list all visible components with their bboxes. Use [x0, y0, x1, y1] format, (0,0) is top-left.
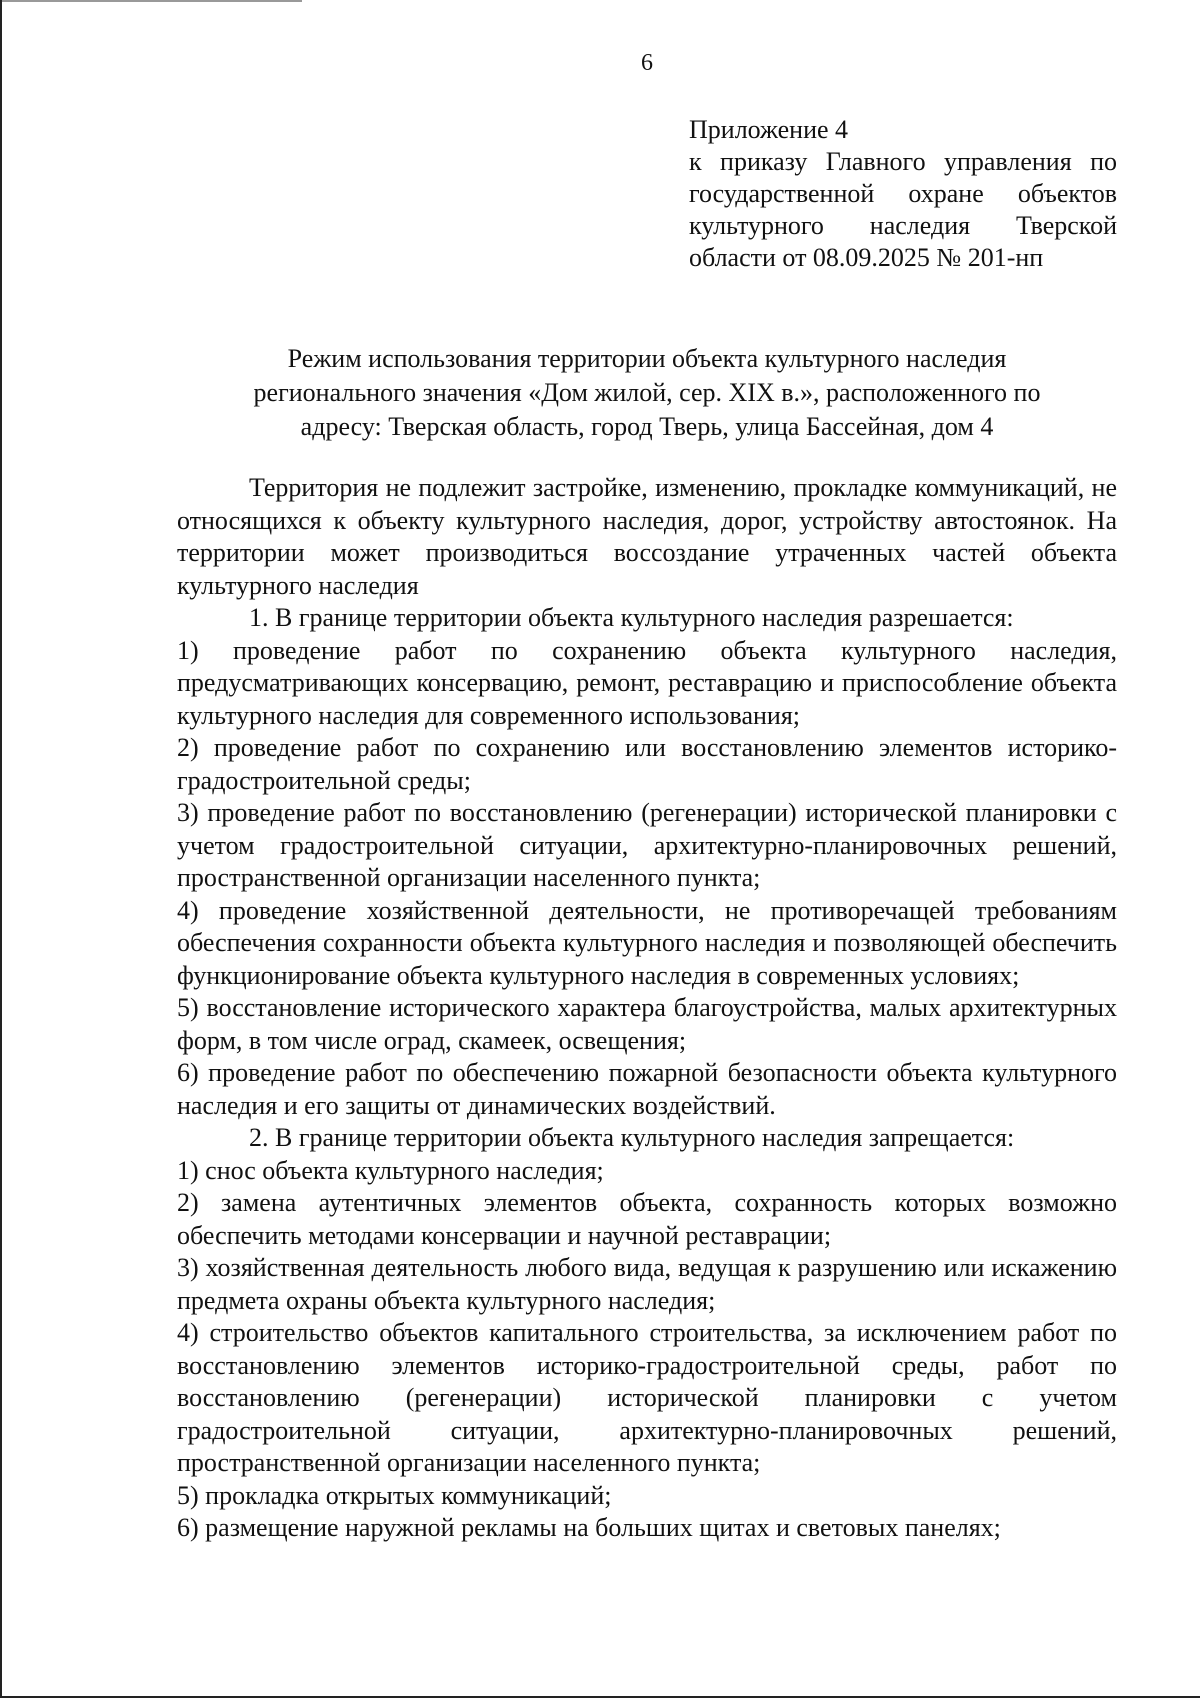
- allowed-item: 2) проведение работ по сохранению или восстановлению элементов историко-градостроительной среды;: [177, 733, 1117, 795]
- prohibited-item: 6) размещение наружной рекламы на больших щитах и световых панелях;: [177, 1513, 1001, 1542]
- document-body: [177, 472, 1117, 1545]
- title-line: регионального значения «Дом жилой, сер. XIX в.», расположенного по: [253, 378, 1041, 407]
- appendix-header: [689, 114, 1117, 274]
- allowed-item: 3) проведение работ по восстановлению (регенерации) исторической планировки с учетом градостроительной ситуации, архитектурно-планировочных решений, пространственной организации населенного пункта;: [177, 798, 1117, 892]
- prohibited-item: 2) замена аутентичных элементов объекта, сохранность которых возможно обеспечить методами консервации и научной реставрации;: [177, 1188, 1117, 1250]
- document-title: [177, 342, 1117, 444]
- prohibited-item: 4) строительство объектов капитального строительства, за исключением работ по восстановлению элементов историко-градостроительной среды, работ по восстановлению (регенерации) исторической планировки с учетом градостроительной ситуации, архитектурно-планировочных решений, пространственной организации населенного пункта;: [177, 1318, 1117, 1477]
- appendix-reference: к приказу Главного управления по государственной охране объектов культурного наследия Тверской области от 08.09.2025 № 201-нп: [689, 147, 1117, 272]
- intro-paragraph: Территория не подлежит застройке, изменению, прокладке коммуникаций, не относящихся к объекту культурного наследия, дорог, устройству автостоянок. На территории может производиться воссоздание утраченных частей объекта культурного наследия: [177, 473, 1117, 600]
- prohibited-item: 3) хозяйственная деятельность любого вида, ведущая к разрушению или искажению предмета охраны объекта культурного наследия;: [177, 1253, 1117, 1315]
- scan-edge-mark: [2, 0, 302, 2]
- allowed-item: 6) проведение работ по обеспечению пожарной безопасности объекта культурного наследия и его защиты от динамических воздействий.: [177, 1058, 1117, 1120]
- prohibited-item: 5) прокладка открытых коммуникаций;: [177, 1480, 612, 1510]
- allowed-item: 1) проведение работ по сохранению объекта культурного наследия, предусматривающих консервацию, ремонт, реставрацию и приспособление объекта культурного наследия для современного использования;: [177, 635, 1117, 730]
- prohibited-heading: 2. В границе территории объекта культурного наследия запрещается:: [249, 1123, 1015, 1152]
- title-line: Режим использования территории объекта культурного наследия: [287, 344, 1007, 373]
- allowed-item: 4) проведение хозяйственной деятельности, не противоречащей требованиям обеспечения сохранности объекта культурного наследия и позволяющей обеспечить функционирование объекта культурного наследия в современных условиях;: [177, 895, 1117, 990]
- allowed-heading: 1. В границе территории объекта культурного наследия разрешается:: [249, 603, 1014, 632]
- title-line: адресу: Тверская область, город Тверь, улица Бассейная, дом 4: [300, 412, 994, 441]
- allowed-item: 5) восстановление исторического характера благоустройства, малых архитектурных форм, в том числе оград, скамеек, освещения;: [177, 993, 1117, 1055]
- page-number: 6: [641, 50, 653, 76]
- appendix-title: Приложение 4: [689, 115, 849, 144]
- prohibited-item: 1) снос объекта культурного наследия;: [177, 1155, 604, 1185]
